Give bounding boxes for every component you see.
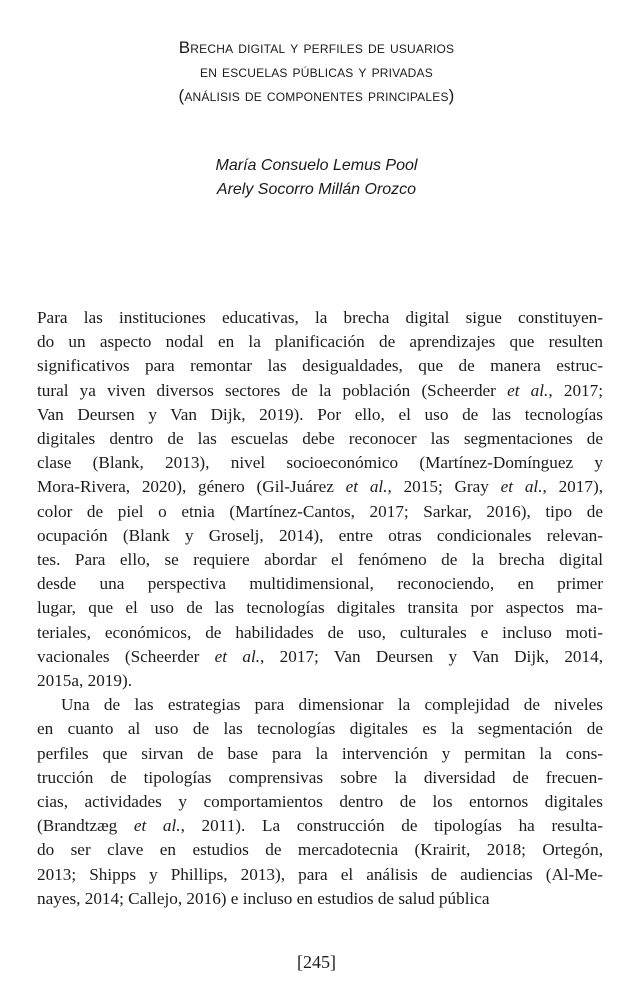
chapter-title — [0, 36, 633, 108]
text-line: desde una perspectiva multidimensional, reconociendo, en primer — [37, 574, 603, 594]
text-line: (Brandtzæg et al., 2011). La construcción de tipologías ha resulta- — [37, 816, 603, 836]
text-line: trucción de tipologías comprensivas sobre la diversidad de frecuen- — [37, 767, 603, 787]
text-line: Una de las estrategias para dimensionar la complejidad de niveles — [61, 695, 603, 715]
text-line: 2013; Shipps y Phillips, 2013), para el análisis de audiencias (Al-Me- — [37, 864, 603, 884]
text-line: nayes, 2014; Callejo, 2016) e incluso en estudios de salud pública — [37, 888, 490, 908]
paragraph — [37, 693, 603, 911]
page-number: [245] — [297, 952, 336, 972]
text-line: clase (Blank, 2013), nivel socioeconómico (Martínez-Domínguez y — [37, 453, 603, 473]
text-line: 2015a, 2019). — [37, 671, 132, 691]
text-line: Van Deursen y Van Dijk, 2019). Por ello, el uso de las tecnologías — [37, 404, 603, 424]
text-line: tural ya viven diversos sectores de la población (Scheerder et al., 2017; — [37, 380, 603, 400]
text-line: do ser clave en estudios de mercadotecnia (Krairit, 2018; Ortegón, — [37, 840, 603, 860]
text-line: tes. Para ello, se requiere abordar el fenómeno de la brecha digital — [37, 550, 603, 570]
text-line: Para las instituciones educativas, la brecha digital sigue constituyen- — [37, 308, 603, 327]
text-line: cias, actividades y comportamientos dentro de los entornos digitales — [37, 792, 603, 812]
title-line-1: Brecha digital y perfiles de usuarios — [178, 38, 455, 57]
paragraph — [37, 306, 603, 693]
text-line: do un aspecto nodal en la planificación de aprendizajes que resulten — [37, 332, 603, 352]
text-line: vacionales (Scheerder et al., 2017; Van Deursen y Van Dijk, 2014, — [37, 646, 603, 666]
text-line: digitales dentro de las escuelas debe reconocer las segmentaciones de — [37, 429, 603, 449]
text-line: teriales, económicos, de habilidades de uso, culturales e incluso moti- — [37, 622, 603, 642]
text-line: perfiles que sirvan de base para la intervención y permitan la cons- — [37, 743, 603, 763]
authors — [0, 154, 633, 202]
author-name: María Consuelo Lemus Pool — [215, 157, 418, 174]
text-line: significativos para remontar las desigualdades, que de manera estruc- — [37, 356, 603, 376]
title-line-2: en escuelas públicas y privadas — [200, 62, 433, 81]
text-line: ocupación (Blank y Groselj, 2014), entre otras condicionales relevan- — [37, 525, 603, 545]
author-name: Arely Socorro Millán Orozco — [216, 181, 417, 198]
text-line: color de piel o etnia (Martínez-Cantos, 2017; Sarkar, 2016), tipo de — [37, 501, 603, 521]
body-text — [37, 306, 603, 911]
text-line: en cuanto al uso de las tecnologías digitales es la segmentación de — [37, 719, 603, 739]
title-line-3: (análisis de componentes principales) — [178, 86, 455, 105]
text-line: Mora-Rivera, 2020), género (Gil-Juárez et al., 2015; Gray et al., 2017), — [37, 477, 603, 497]
text-line: lugar, que el uso de las tecnologías digitales transita por aspectos ma- — [37, 598, 603, 618]
